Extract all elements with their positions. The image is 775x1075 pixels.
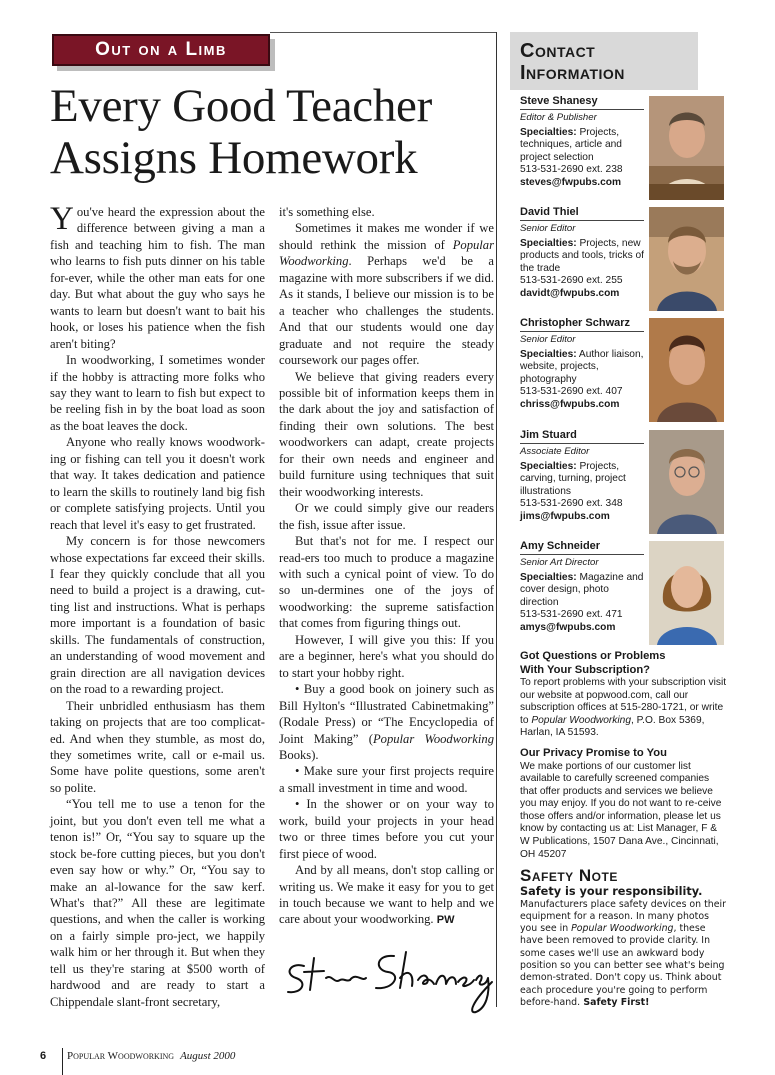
contact-photo bbox=[649, 207, 724, 311]
article-paragraph: My concern is for those newcomers whose expectations far exceed their skills. I fear they quickly conclude that all you need to build a project is a drawing, cut-ting list and instructions. What is perhaps more important is a foundation of basic skills. The fundamentals of construction, an understanding of wood movement and grain direction are all navigation devices on the road to a rewarding project. bbox=[50, 534, 265, 697]
article-paragraph: And by all means, don't stop calling or writing us. We make it easy for you to get in touch because we want to help and we care about your woodworking. PW bbox=[279, 863, 494, 927]
contact-name: David Thiel bbox=[520, 205, 644, 221]
footer-magazine: Popular Woodworking bbox=[67, 1050, 175, 1062]
page-footer bbox=[40, 1036, 235, 1075]
contact-role: Senior Editor bbox=[520, 334, 576, 345]
article-bullet: • Buy a good book on joinery such as Bill Hylton's “Illustrated Cabinetmaking” (Rodale Press) or “The Encyclopedia of Joint Making” (Popular Woodworking Books). bbox=[279, 682, 494, 762]
article-paragraph: You've heard the expression about the difference between giving a man a fish and teaching him to fish. The man who learns to fish puts dinner on his table for-ever, while the other man eats for one day. But what about the guy who says he wants to learn but doesn't want to bait his hook, or loses his patience when the fish aren't biting? bbox=[50, 201, 265, 351]
safety-subheading: Safety is your responsibility. bbox=[520, 885, 703, 898]
contact-photo bbox=[649, 96, 724, 200]
subscription-heading: Got Questions or Problems With Your Subscription? bbox=[520, 650, 666, 676]
contact-name: Christopher Schwarz bbox=[520, 316, 644, 332]
contact-card bbox=[520, 316, 646, 411]
footer-divider bbox=[62, 1048, 63, 1075]
contact-phone: 513-531-2690 ext. 407 bbox=[520, 386, 623, 397]
privacy-info bbox=[520, 747, 727, 861]
contact-phone: 513-531-2690 ext. 255 bbox=[520, 275, 623, 286]
top-rule bbox=[270, 32, 497, 33]
contact-photo bbox=[649, 430, 724, 534]
article-paragraph: In woodworking, I sometimes wonder if the hobby is attracting more folks who say they want to learn to fish but expect to be reeling fish in by the boat load as soon as the boat leaves the dock. bbox=[50, 353, 265, 433]
contact-specialties: Specialties: Projects, carving, turning, project illustrations bbox=[520, 460, 626, 497]
article-paragraph: We believe that giving readers every possible bit of information keeps them in the dark about the joy and satisfaction of finding their own solutions. The best woodworkers can adapt, create projects for their own needs and engineer and build furniture using techniques that suit their woodworking interests. bbox=[279, 369, 494, 499]
contact-email[interactable]: davidt@fwpubs.com bbox=[520, 287, 620, 299]
article-paragraph: Or we could simply give our readers the fish, issue after issue. bbox=[279, 501, 494, 532]
article-paragraph: Anyone who really knows woodwork-ing or fishing can tell you it doesn't work that way. It takes dedication and patience to learn the skills to routinely land big fish or complete satisfying projects. Until you reach that level it's easy to get frustrated. bbox=[50, 435, 265, 532]
contact-role: Senior Art Director bbox=[520, 557, 599, 568]
contact-email[interactable]: amys@fwpubs.com bbox=[520, 621, 616, 633]
page-number: 6 bbox=[40, 1050, 47, 1062]
contact-email[interactable]: jims@fwpubs.com bbox=[520, 510, 610, 522]
contact-role: Editor & Publisher bbox=[520, 112, 597, 123]
article-bullet: • In the shower or on your way to work, build your projects in your head two or three times before you cut your first piece of wood. bbox=[279, 797, 494, 861]
section-kicker bbox=[52, 34, 270, 66]
subscription-text: To report problems with your subscription visit our website at popwood.com, call our subscription offices at 515-280-1721, or write to Popular Woodworking, P.O. Box 5369, Harlan, IA 51593. bbox=[520, 677, 727, 739]
contact-phone: 513-531-2690 ext. 348 bbox=[520, 498, 623, 509]
contact-specialties: Specialties: Projects, techniques, article and project selection bbox=[520, 126, 622, 163]
article-bullet: • Make sure your first projects require a small investment in time and wood. bbox=[279, 764, 494, 795]
article-paragraph: However, I will give you this: If you are a beginner, here's what you should do to start your hobby right. bbox=[279, 632, 494, 680]
contact-name: Steve Shanesy bbox=[520, 94, 644, 110]
contact-phone: 513-531-2690 ext. 471 bbox=[520, 609, 623, 620]
article-column-1 bbox=[50, 201, 265, 1010]
contact-card bbox=[520, 428, 646, 523]
contact-role: Associate Editor bbox=[520, 446, 590, 457]
contact-specialties: Specialties: Projects, new products and tools, tricks of the trade bbox=[520, 237, 645, 274]
safety-text: Manufacturers place safety devices on their equipment for a reason. In many photos you see in Popular Woodworking, these have been removed to provide clarity. In some cases we'll use an awkward body position so you can better see what's being demon-strated. Don't copy us. Think about each procedure you're going to perform before-hand. Safety First! bbox=[520, 898, 726, 1008]
section-kicker-label: Out on a Limb bbox=[95, 39, 227, 60]
subscription-info bbox=[520, 650, 727, 740]
privacy-heading: Our Privacy Promise to You bbox=[520, 747, 667, 759]
article-paragraph: “You tell me to use a tenon for the joint, but you don't even tell me what a tenon is!” Or, “You say to square up the stock be-fore cutting pieces, but you don't even say how or why.” Or, “You say to make an al-lowance for the saw kerf. What's that?” All these are legitimate questions, and when the caller is working on a fairly simple pro-ject, we happily walk him or her through it. But when they tell us they're staring at $500 worth of hardwood and are ready to start a Chippendale slant-front secretary, bbox=[50, 797, 265, 1009]
article-paragraph: Their unbridled enthusiasm has them taking on projects that are too complicat-ed. And when they stumble, as most do, they sometimes write, call or e-mail us. Some have polite questions, some aren't so polite. bbox=[50, 698, 265, 795]
author-signature bbox=[282, 938, 512, 1020]
article-paragraph: Sometimes it makes me wonder if we should rethink the mission of Popular Woodworking. Perhaps we'd be a magazine with more subscribers if we did. As it stands, I believe our mission is to be a teacher who challenges the students. And that our students would one day graduate and not require the steady coursework our pages offer. bbox=[279, 221, 494, 368]
article-paragraph: it's something else. bbox=[279, 205, 375, 219]
contact-name: Jim Stuard bbox=[520, 428, 644, 444]
drop-cap: Y bbox=[50, 201, 74, 237]
article-headline: Every Good Teacher Assigns Homework bbox=[50, 80, 432, 184]
contact-name: Amy Schneider bbox=[520, 539, 644, 555]
contact-phone: 513-531-2690 ext. 238 bbox=[520, 164, 623, 175]
privacy-text: We make portions of our customer list available to carefully screened companies that offer products and services we believe you may enjoy. If you do not want to re-ceive those offers and/or information, please let us know by contacting us at: List Manager, F & W Publications, 1507 Dana Ave., Cincinnati, OH 45207 bbox=[520, 760, 722, 860]
pw-end-mark: PW bbox=[436, 914, 455, 927]
safety-note bbox=[520, 885, 727, 1009]
contact-email[interactable]: chriss@fwpubs.com bbox=[520, 398, 620, 410]
article-column-2 bbox=[279, 204, 494, 929]
contact-photo bbox=[649, 541, 724, 645]
contact-card bbox=[520, 539, 646, 634]
article-paragraph: But that's not for me. I respect our read-ers too much to produce a magazine with such a cynical point of view. To do so un-dermines one of the joys of woodworking: the supreme satisfaction that comes from figuring things out. bbox=[279, 534, 494, 631]
footer-date: August 2000 bbox=[180, 1050, 236, 1062]
contact-photo bbox=[649, 318, 724, 422]
contact-role: Senior Editor bbox=[520, 223, 576, 234]
safety-note-title: Safety Note bbox=[520, 866, 618, 885]
contact-specialties: Specialties: Author liaison, website, projects, photography bbox=[520, 348, 644, 385]
contact-specialties: Specialties: Magazine and cover design, photo direction bbox=[520, 571, 644, 608]
sidebar-title: Contact Information bbox=[520, 40, 625, 84]
contact-card bbox=[520, 205, 646, 300]
contact-email[interactable]: steves@fwpubs.com bbox=[520, 176, 622, 188]
contact-card bbox=[520, 94, 646, 189]
